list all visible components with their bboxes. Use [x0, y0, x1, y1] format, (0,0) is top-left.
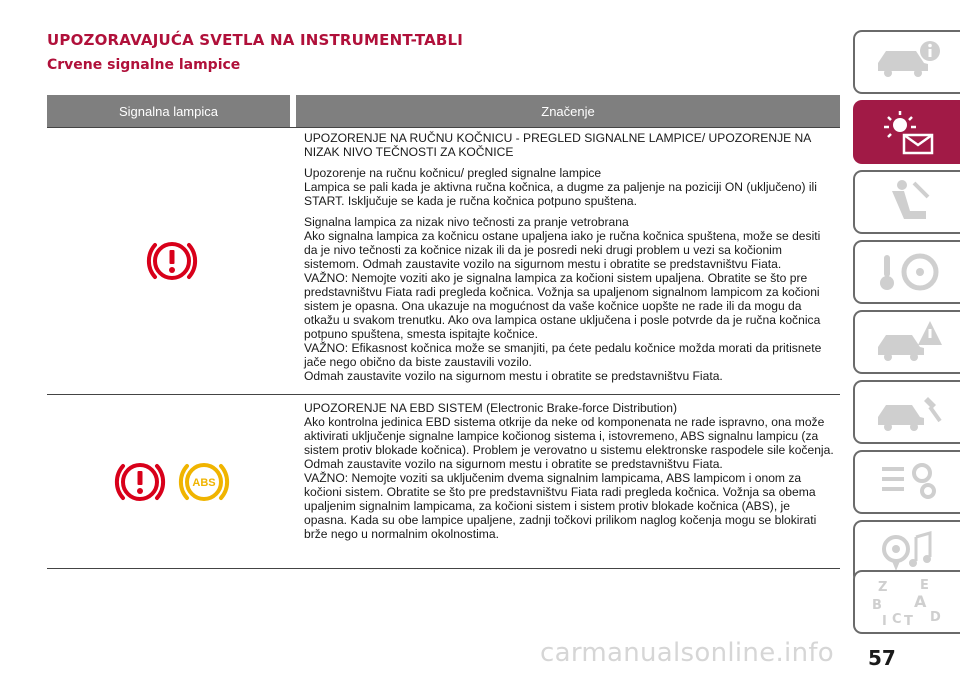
index-letter: Z — [877, 580, 887, 595]
table-header — [47, 95, 840, 127]
warning-lights-table — [47, 95, 840, 569]
lamp-cell — [47, 395, 296, 568]
column-header-meaning: Značenje — [296, 95, 840, 127]
meaning-paragraph: Signalna lampica za nizak nivo tečnosti za pranje vetrobrana Ako signalna lampica za kočnicu ostane upaljena iako je ručna kočnica spuštena, može se desiti da je nivo tečnosti za kočnice nizak ili da je posredi neki drugi problem u vezi sa kočionim sistemom. Odmah zaustavite vozilo na sigurnom mestu i obratite se predstavništvu Fiata. VAŽNO: Nemojte voziti ako je signalna lampica za kočioni sistem upaljena. Obratite se što pre predstavništvu Fiata radi pregleda kočnica. Vožnja sa upaljenom signalnom lampicom za kočioni sistem je opasna. Ona ukazuje na mogućnost da vaše kočnice uopšte ne rade ili da mogu da otkažu u svakom trenutku. Ako ova lampica ostane uključena i posle potvrde da je ručna kočnica potpuno spuštena, smesta ispitajte kočnice. VAŽNO: Efikasnost kočnica može se smanjiti, pa ćete pedalu kočnice možda morati da pritisnete jače nego obično da biste zaustavili vozilo. Odmah zaustavite vozilo na sigurnom mestu i obratite se predstavništvu Fiata. — [304, 215, 822, 383]
index-letter: C — [891, 612, 902, 627]
warning-lights-icon — [870, 107, 946, 157]
section-subtitle: Crvene signalne lampice — [47, 57, 241, 73]
abs-label: ABS — [191, 476, 216, 489]
car-service-icon — [870, 387, 946, 437]
index-letter: E — [919, 578, 929, 593]
index-letter: A — [913, 592, 926, 611]
meaning-cell — [296, 128, 840, 394]
index-letter: T — [903, 614, 913, 627]
column-header-lamp: Signalna lampica — [47, 95, 290, 127]
tab-warning-lights[interactable] — [853, 100, 960, 164]
table-row — [47, 395, 840, 569]
car-breakdown-icon — [870, 317, 946, 367]
car-tech-specs-icon — [870, 457, 946, 507]
meaning-paragraph: UPOZORENJE NA EBD SISTEM (Electronic Brake-force Distribution) Ako kontrolna jedinica EBD sistema otkrije da neke od komponenata ne rade ispravno, ona može aktivirati uključenje signalne lampice kočionog sistema i, istovremeno, ABS signalnu lampicu (za sistem protiv blokade kočnica). Problem je verovatno u sistemu elektronske raspodele sile kočenja. Odmah zaustavite vozilo na sigurnom mestu i obratite se predstavništvu Fiata. VAŽNO: Nemojte voziti sa uključenim dvema signalnim lampicama, ABS lampicom i onom za kočioni sistem. Obratite se što pre predstavništvu Fiata radi pregleda kočnica. Vožnja sa obema upaljenim signalnim lampicama, za kočioni sistem i sistem protiv blokade kočnica (ABS), je opasna. Kada su obe lampice upaljene, zadnji točkovi prilikom naglog kočenja mogu se blokirati brže nego u normalnim okolnostima. — [304, 401, 834, 541]
index-letter: B — [871, 598, 882, 613]
abs-warning-icon — [174, 452, 234, 512]
meaning-title: UPOZORENJE NA RUČNU KOČNICU - PREGLED SIGNALNE LAMPICE/ UPOZORENJE NA NIZAK NIVO TEČNOSTI ZA KOČNICE — [304, 131, 811, 159]
meaning-cell — [296, 395, 840, 568]
car-info-icon — [870, 37, 946, 87]
tab-index[interactable] — [853, 570, 960, 634]
brake-warning-icon — [142, 231, 202, 291]
tab-technical-data[interactable] — [853, 450, 960, 514]
table-row — [47, 128, 840, 395]
tab-safety[interactable] — [853, 170, 960, 234]
tab-maintenance[interactable] — [853, 380, 960, 444]
index-letter: I — [881, 614, 887, 627]
alphabetical-index-icon — [870, 577, 946, 627]
key-steering-icon — [870, 247, 946, 297]
page-title: UPOZORAVAJUĆA SVETLA NA INSTRUMENT-TABLI — [47, 31, 464, 49]
brake-warning-icon — [110, 452, 170, 512]
tab-emergency[interactable] — [853, 310, 960, 374]
chapter-tabs — [853, 30, 960, 640]
lamp-cell — [47, 128, 296, 394]
meaning-paragraph: Upozorenje na ručnu kočnicu/ pregled signalne lampice Lampica se pali kada je aktivna ručna kočnica, a dugme za paljenje na poziciji ON (uključeno) ili START. Isključuje se kada je ručna kočnica potpuno spuštena. — [304, 166, 817, 208]
page-number: 57 — [868, 646, 896, 670]
index-letter: D — [929, 610, 941, 625]
tab-starting-driving[interactable] — [853, 240, 960, 304]
tab-car-info[interactable] — [853, 30, 960, 94]
seat-airbag-icon — [870, 177, 946, 227]
watermark: carmanualsonline.info — [540, 638, 835, 668]
